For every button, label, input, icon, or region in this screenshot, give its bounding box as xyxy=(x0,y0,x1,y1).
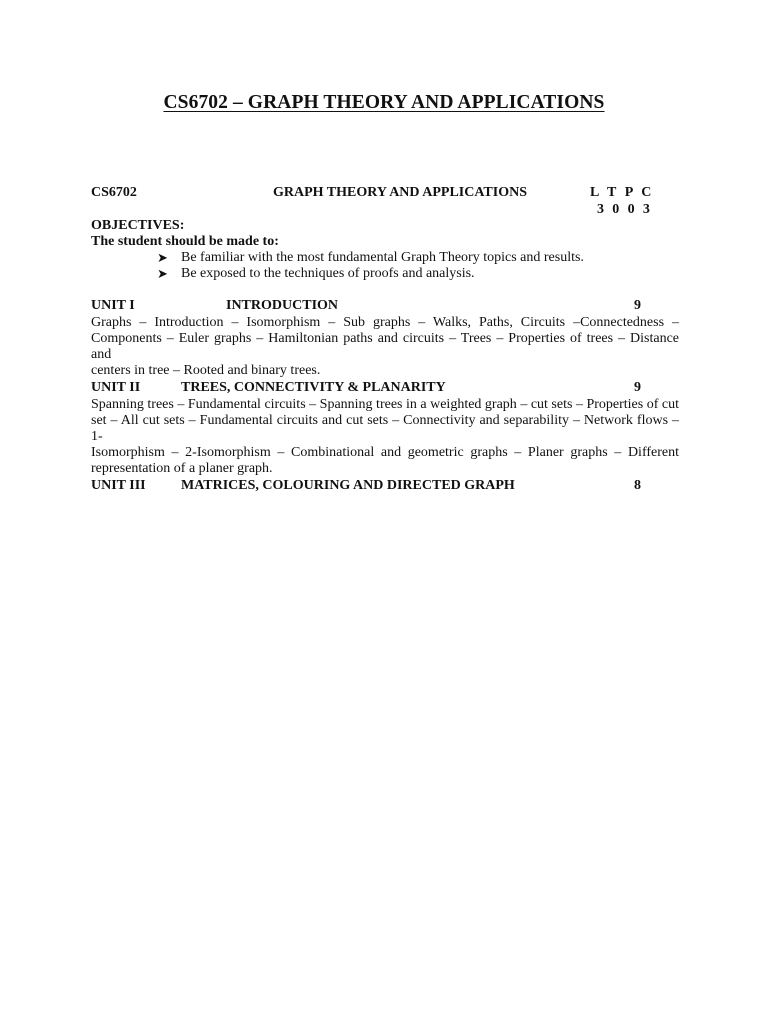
objective-item xyxy=(157,266,584,282)
unit-2-content xyxy=(91,397,679,477)
content-line: representation of a planer graph. xyxy=(91,461,273,476)
unit-1-heading xyxy=(91,298,641,314)
unit-hours: 9 xyxy=(634,380,641,395)
course-code: CS6702 xyxy=(91,185,137,200)
unit-title: MATRICES, COLOURING AND DIRECTED GRAPH xyxy=(181,478,515,493)
objective-text: Be familiar with the most fundamental Graph Theory topics and results. xyxy=(181,250,584,265)
content-line: Isomorphism – 2-Isomorphism – Combinational and geometric graphs – Planer graphs – Different xyxy=(91,445,679,460)
objectives-heading: OBJECTIVES: xyxy=(91,218,185,233)
unit-2-heading xyxy=(91,380,641,396)
ltpc-label: L T P C xyxy=(590,185,654,200)
content-line: set – All cut sets – Fundamental circuits and cut sets – Connectivity and separability – Network flows – 1- xyxy=(91,413,679,444)
unit-3-heading xyxy=(91,478,641,494)
course-name: GRAPH THEORY AND APPLICATIONS xyxy=(273,185,528,200)
unit-hours: 9 xyxy=(634,298,641,313)
arrow-bullet-icon: ➤ xyxy=(157,266,168,281)
unit-number: UNIT I xyxy=(91,298,135,313)
page-title: CS6702 – GRAPH THEORY AND APPLICATIONS xyxy=(163,92,605,113)
objective-item xyxy=(157,250,584,266)
arrow-bullet-icon: ➤ xyxy=(157,250,168,265)
unit-number: UNIT II xyxy=(91,380,141,395)
content-line: centers in tree – Rooted and binary trees. xyxy=(91,363,321,378)
content-line: Graphs – Introduction – Isomorphism – Sub graphs – Walks, Paths, Circuits –Connectedness – xyxy=(91,315,679,330)
ltpc-values: 3 0 0 3 xyxy=(597,202,653,217)
objectives-intro: The student should be made to: xyxy=(91,234,279,249)
unit-1-content xyxy=(91,315,679,379)
unit-number: UNIT III xyxy=(91,478,146,493)
content-line: Components – Euler graphs – Hamiltonian paths and circuits – Trees – Properties of trees – Distance and xyxy=(91,331,679,362)
content-line: Spanning trees – Fundamental circuits – Spanning trees in a weighted graph – cut sets – Properties of cut xyxy=(91,397,679,412)
unit-title: INTRODUCTION xyxy=(226,298,339,313)
unit-hours: 8 xyxy=(634,478,641,493)
objective-text: Be exposed to the techniques of proofs and analysis. xyxy=(181,266,475,281)
unit-title: TREES, CONNECTIVITY & PLANARITY xyxy=(181,380,446,395)
objectives-list xyxy=(157,250,584,282)
